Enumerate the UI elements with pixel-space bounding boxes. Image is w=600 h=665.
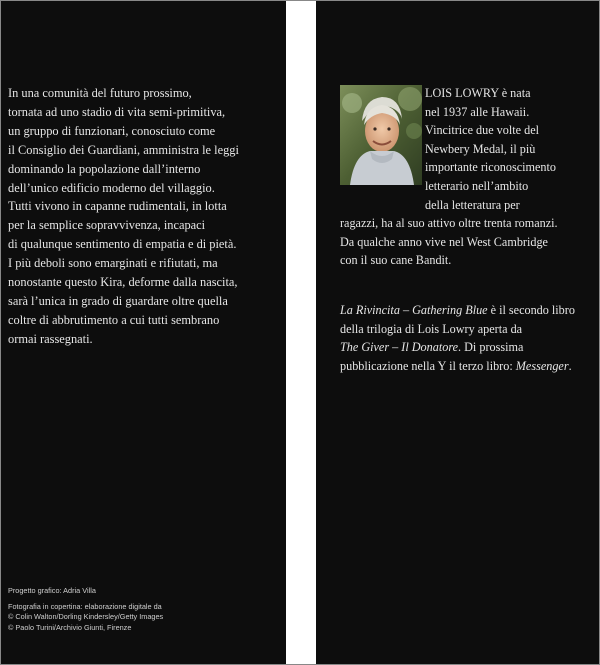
bio-line: ragazzi, ha al suo attivo oltre trenta romanzi. bbox=[340, 216, 558, 230]
blurb-line: un gruppo di funzionari, conosciuto come bbox=[8, 123, 216, 138]
bio-line: LOIS LOWRY è nata bbox=[425, 86, 531, 100]
book-title-the-giver: The Giver – Il Donatore bbox=[340, 340, 459, 355]
bio-line: letterario nell’ambito bbox=[425, 178, 529, 193]
cover-credit-line: Fotografia in copertina: elaborazione digitale da bbox=[8, 601, 162, 611]
series-note bbox=[340, 301, 600, 375]
blurb-line: dell’unico edificio moderno del villaggio. bbox=[8, 180, 215, 195]
design-credits bbox=[8, 586, 278, 633]
blurb-line: di qualunque sentimento di empatia e di pietà. bbox=[8, 237, 237, 252]
bio-line: nel 1937 alle Hawaii. bbox=[425, 104, 530, 119]
left-flap bbox=[0, 0, 286, 665]
series-line: La Rivincita – Gathering Blue è il secondo libro bbox=[340, 303, 575, 317]
cover-credit-line: © Paolo Turini/Archivio Giunti, Firenze bbox=[8, 622, 132, 632]
book-title-messenger: Messenger bbox=[515, 358, 569, 373]
book-blurb bbox=[8, 84, 280, 349]
series-line: pubblicazione nella Y il terzo libro: Messenger. bbox=[340, 358, 572, 373]
author-photo bbox=[340, 85, 422, 185]
series-line: della trilogia di Lois Lowry aperta da bbox=[340, 321, 523, 336]
blurb-line: per la semplice sopravvivenza, incapaci bbox=[8, 218, 206, 233]
blurb-line: coltre di abbrutimento a cui tutti sembrano bbox=[8, 312, 220, 327]
blurb-line: sarà l’unica in grado di guardare oltre quella bbox=[8, 293, 228, 308]
author-bio bbox=[425, 84, 595, 214]
blurb-line: ormai rassegnati. bbox=[8, 331, 93, 346]
bio-line: importante riconoscimento bbox=[425, 160, 556, 175]
portrait-photo-icon bbox=[340, 85, 422, 185]
series-line: The Giver – Il Donatore. Di prossima bbox=[340, 340, 524, 355]
blurb-line: I più deboli sono emarginati e rifiutati, ma bbox=[8, 256, 218, 271]
blurb-line: In una comunità del futuro prossimo, bbox=[8, 86, 192, 100]
book-title-gathering-blue: La Rivincita – Gathering Blue bbox=[340, 303, 488, 317]
right-flap bbox=[316, 0, 600, 665]
design-credit: Progetto grafico: Adria Villa bbox=[8, 586, 96, 595]
blurb-line: dominando la popolazione dall’interno bbox=[8, 161, 201, 176]
blurb-line: nonostante questo Kira, deforme dalla nascita, bbox=[8, 275, 238, 290]
author-bio-continued bbox=[340, 214, 600, 270]
bio-line: Vincitrice due volte del bbox=[425, 123, 539, 138]
blurb-line: il Consiglio dei Guardiani, amministra le leggi bbox=[8, 142, 239, 157]
bio-line: della letteratura per bbox=[425, 197, 520, 212]
bio-line: Da qualche anno vive nel West Cambridge bbox=[340, 234, 548, 249]
bio-line: Newbery Medal, il più bbox=[425, 141, 536, 156]
bio-line: con il suo cane Bandit. bbox=[340, 253, 452, 268]
flap-gap bbox=[286, 0, 316, 665]
blurb-line: tornata ad uno stadio di vita semi-primitiva, bbox=[8, 104, 226, 119]
blurb-line: Tutti vivono in capanne rudimentali, in lotta bbox=[8, 199, 227, 214]
cover-credit-line: © Colin Walton/Dorling Kindersley/Getty Images bbox=[8, 612, 164, 621]
